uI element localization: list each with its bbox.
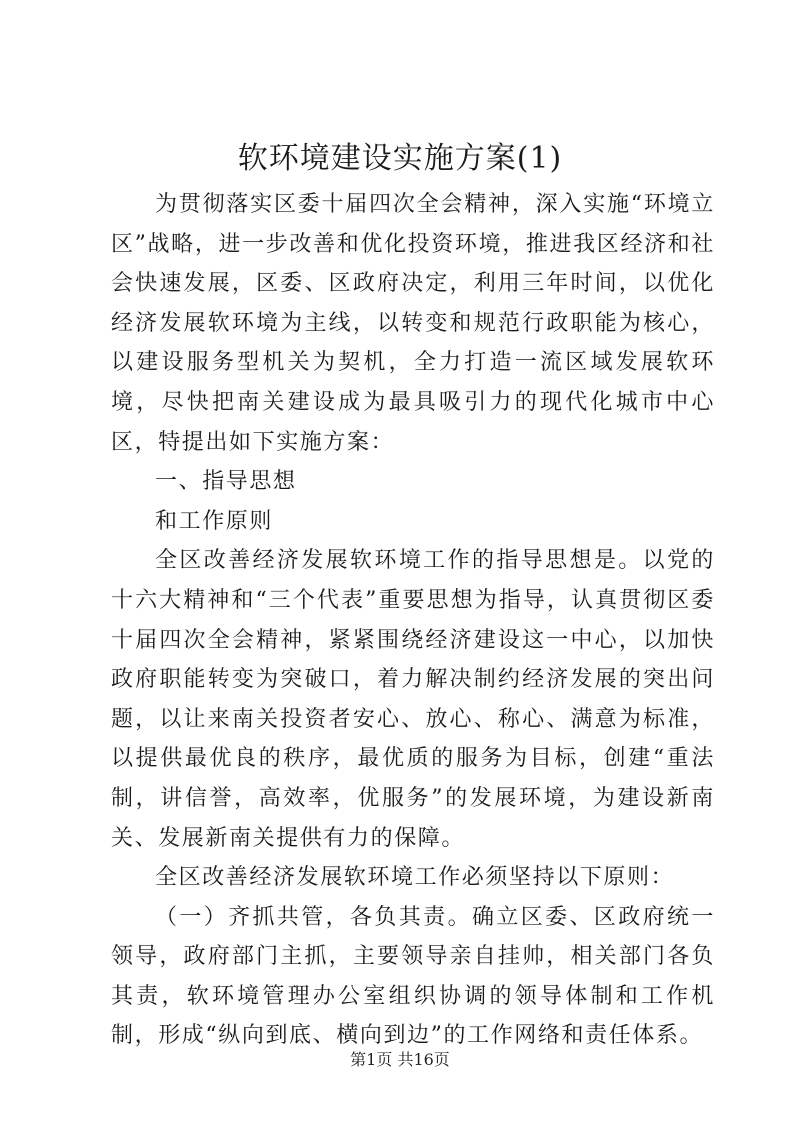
section-heading-guiding-thought: 一、指导思想 (155, 469, 297, 495)
paragraph-principle-one: （一）齐抓共管，各负其责。确立区委、区政府统一领导，政府部门主抓，主要领导亲自挂帅，相关部门各负其责，软环境管理办公室组织协调的领导体制和工作机制，形成“纵向到底、横向到边”的工作网络和责任体系。 (111, 904, 715, 1049)
paragraph-principles-intro: 全区改善经济发展软环境工作必须坚持以下原则： (155, 865, 675, 891)
section-heading-working-principles: 和工作原则 (155, 508, 274, 534)
document-title: 软环境建设实施方案(1) (237, 141, 563, 176)
paragraph-intro: 为贯彻落实区委十届四次全会精神，深入实施“环境立区”战略，进一步改善和优化投资环境，推进我区经济和社会快速发展，区委、区政府决定，利用三年时间，以优化经济发展软环境为主线，以转变和规范行政职能为核心，以建设服务型机关为契机，全力打造一流区域发展软环境，尽快把南关建设成为最具吸引力的现代化城市中心区，特提出如下实施方案： (111, 192, 715, 455)
page-number: 第1页 共16页 (350, 1050, 450, 1069)
paragraph-guiding-thought: 全区改善经济发展软环境工作的指导思想是。以党的十六大精神和“三个代表”重要思想为指导，认真贯彻区委十届四次全会精神，紧紧围绕经济建设这一中心，以加快政府职能转变为突破口，着力解决制约经济发展的突出问题，以让来南关投资者安心、放心、称心、满意为标准，以提供最优良的秩序，最优质的服务为目标，创建“重法制，讲信誉，高效率，优服务”的发展环境，为建设新南关、发展新南关提供有力的保障。 (111, 548, 715, 851)
document-body (111, 185, 715, 1056)
